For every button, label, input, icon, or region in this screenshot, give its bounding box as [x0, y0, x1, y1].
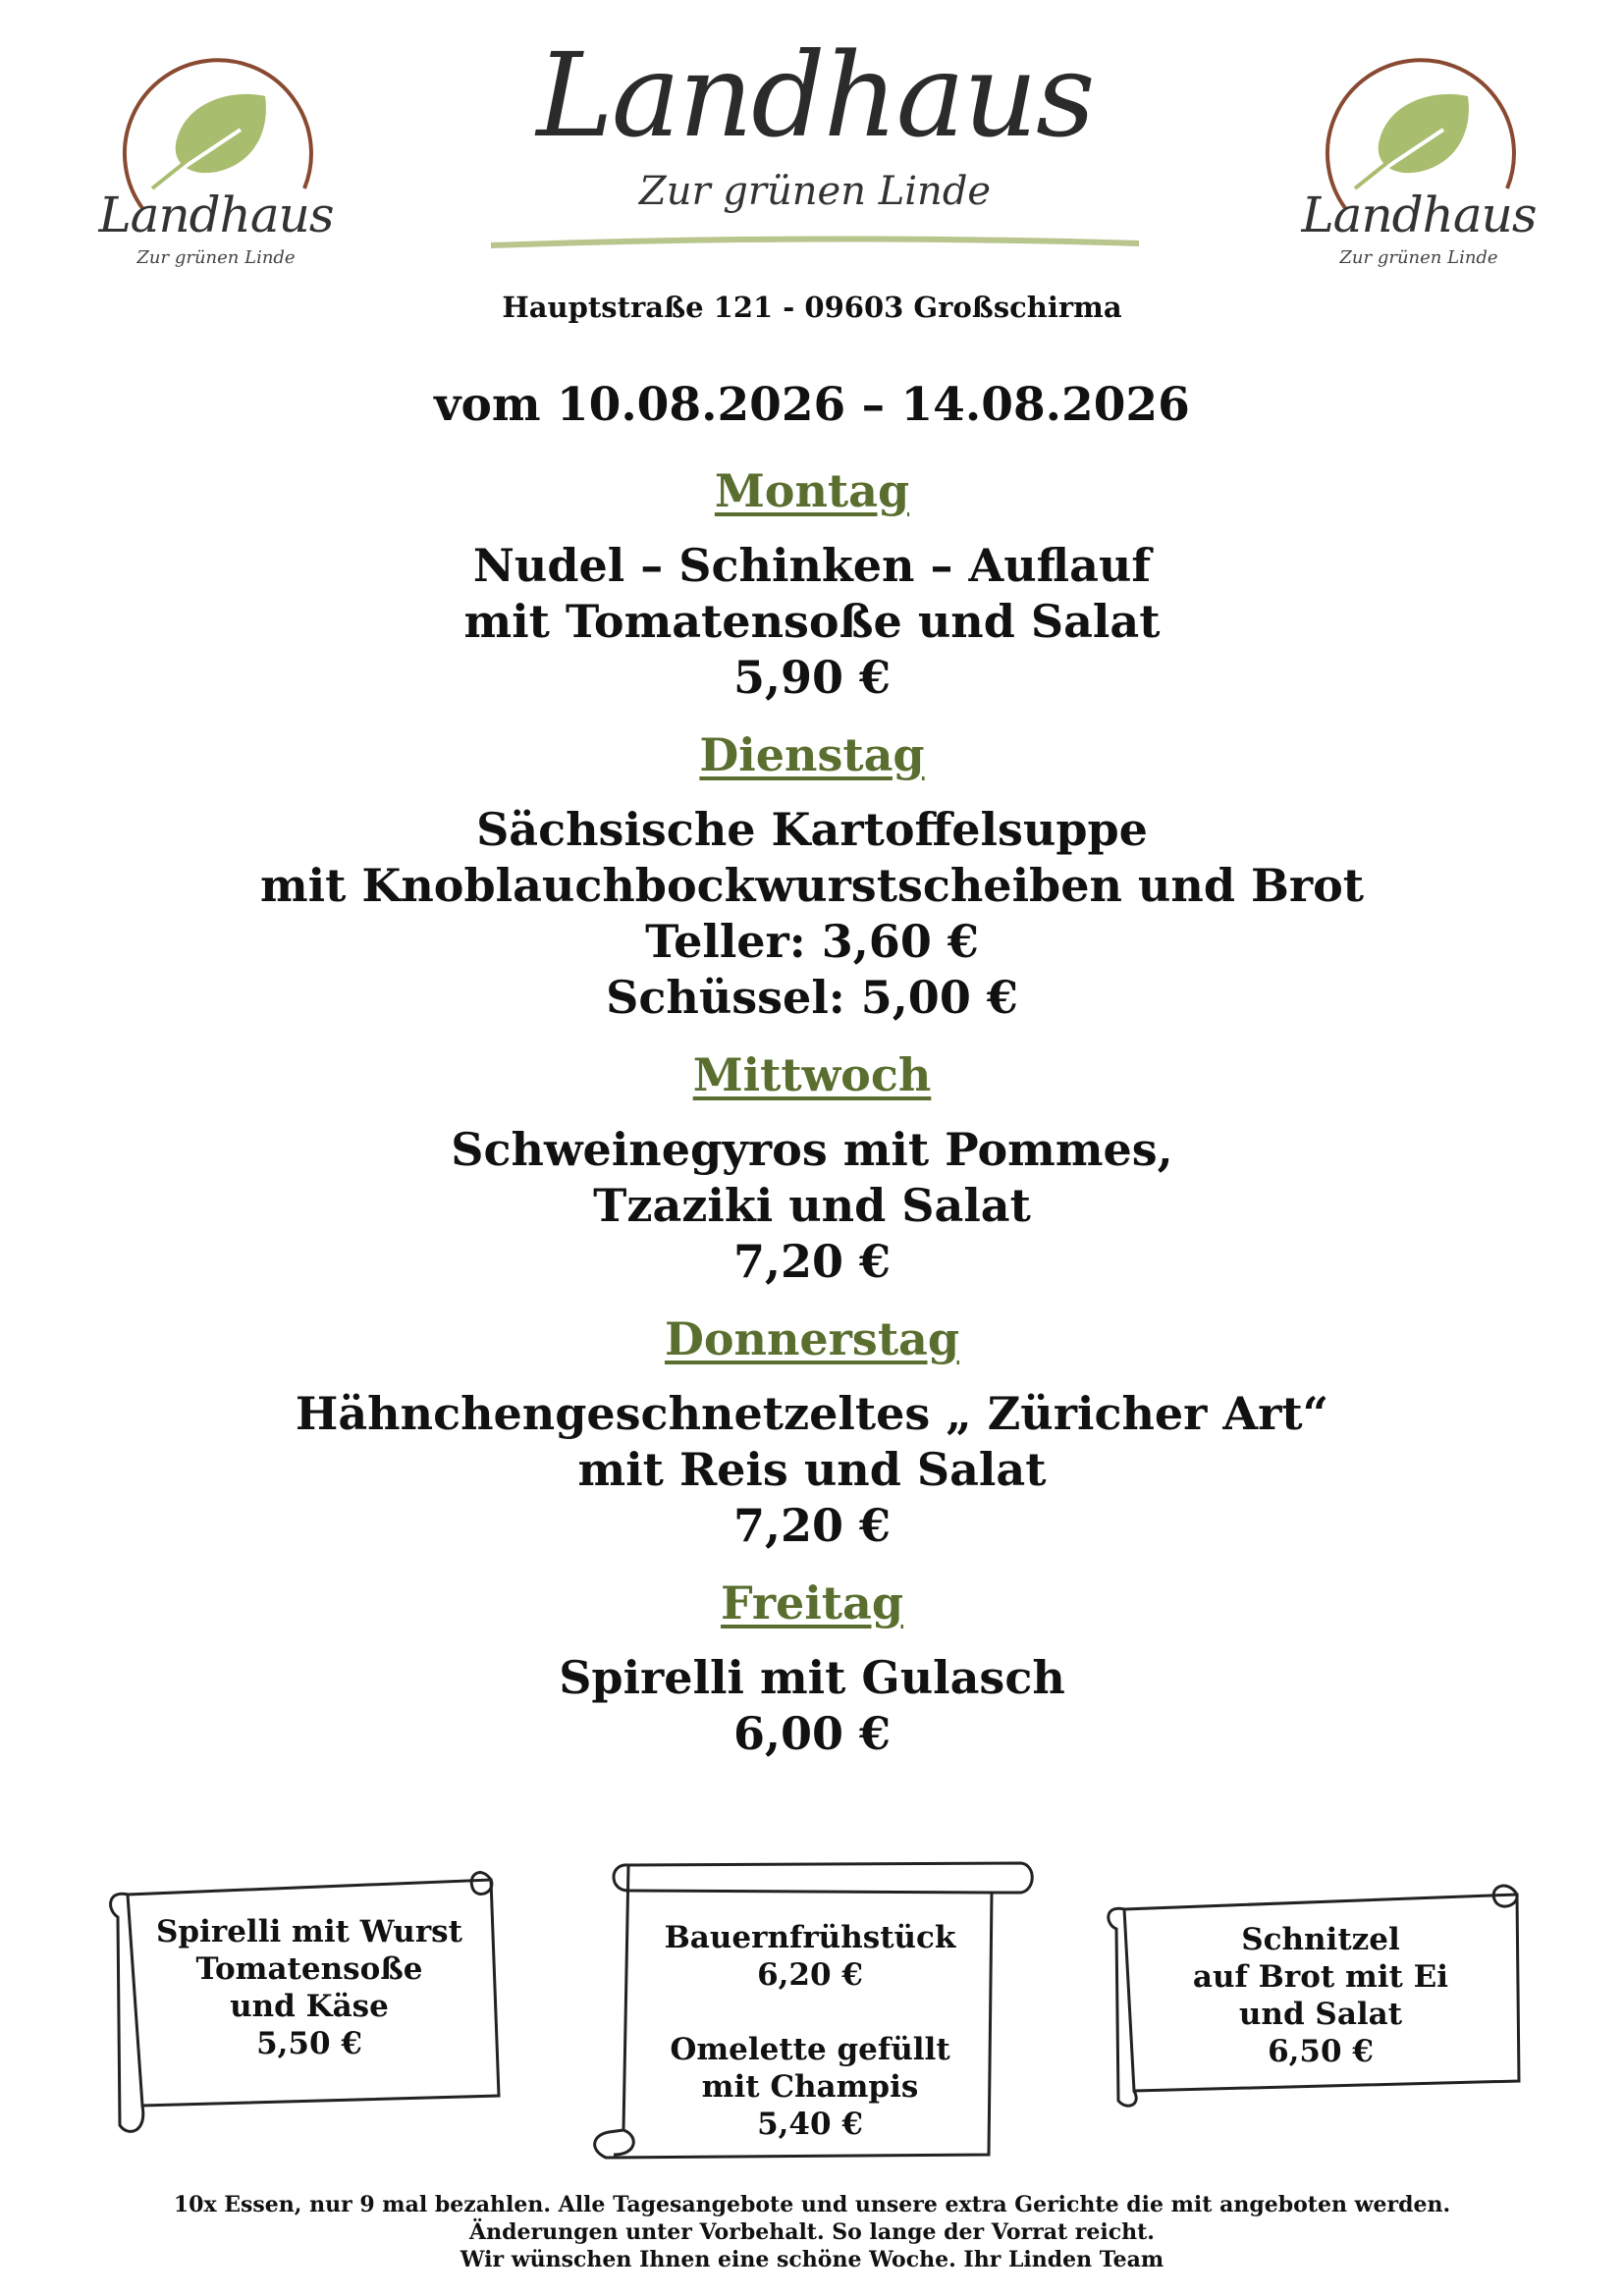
logo-name: Landhaus: [98, 187, 334, 243]
dish-price: 7,20 €: [732, 1499, 892, 1552]
logo-right: [1296, 41, 1542, 277]
scroll-line: auf Brot mit Ei: [1192, 1959, 1449, 1995]
scroll-line: Spirelli mit Wurst: [156, 1914, 462, 1949]
footer-line: Wir wünschen Ihnen eine schöne Woche. Ihr Linden Team: [460, 2247, 1164, 2272]
dish-price: 6,00 €: [732, 1707, 892, 1760]
dish-line: Sächsische Kartoffelsuppe: [476, 803, 1148, 856]
dish-line: Tzaziki und Salat: [593, 1179, 1031, 1232]
day-friday: [0, 1574, 1624, 1762]
dish-line: Nudel – Schinken – Auflauf: [472, 539, 1152, 592]
footer-line: 10x Essen, nur 9 mal bezahlen. Alle Tagesangebote und unsere extra Gerichte die mit angeboten werden.: [173, 2192, 1451, 2217]
scroll-line: und Käse: [230, 1989, 389, 2024]
day-thursday: [0, 1309, 1624, 1554]
scroll-line: mit Champis: [701, 2069, 919, 2105]
day-heading: Donnerstag: [664, 1312, 960, 1365]
dish-line: mit Knoblauchbockwurstscheiben und Brot: [259, 859, 1365, 912]
dish-price: 5,90 €: [732, 651, 892, 704]
scroll-banner: [1095, 1870, 1527, 2110]
day-heading: Freitag: [720, 1576, 904, 1629]
day-heading: Montag: [714, 464, 910, 517]
scroll-price: 5,50 €: [256, 2026, 362, 2061]
logo-left: [93, 41, 339, 277]
menu-period: vom 10.08.2026 – 14.08.2026: [434, 378, 1190, 432]
scroll-line: Tomatensoße: [195, 1951, 423, 1987]
dish-price: Schüssel: 5,00 €: [606, 971, 1018, 1024]
scroll-banner: [98, 1860, 511, 2140]
logo-subtitle: Zur grünen Linde: [136, 247, 296, 268]
footer-line: Änderungen unter Vorbehalt. So lange der Vorrat reicht.: [469, 2219, 1155, 2245]
scroll-price: 6,20 €: [757, 1957, 863, 1993]
day-heading: Mittwoch: [692, 1048, 932, 1101]
dish-line: Schweinegyros mit Pommes,: [451, 1123, 1173, 1176]
address: Hauptstraße 121 - 09603 Großschirma: [502, 291, 1122, 324]
dish-price: Teller: 3,60 €: [645, 915, 979, 968]
scroll-line: Bauernfrühstück: [664, 1920, 956, 1955]
scroll-price: 6,50 €: [1268, 2034, 1374, 2069]
scroll-line: und Salat: [1238, 1997, 1403, 2032]
scroll-line: Omelette gefüllt: [670, 2032, 950, 2067]
scroll-line: Schnitzel: [1241, 1922, 1400, 1957]
day-heading: Dienstag: [699, 728, 925, 781]
brand-underline: [491, 234, 1139, 253]
dish-line: Hähnchengeschnetzeltes „ Züricher Art“: [295, 1387, 1329, 1440]
footer-notes: [0, 2191, 1624, 2273]
dish-line: mit Tomatensoße und Salat: [463, 595, 1161, 648]
dish-line: mit Reis und Salat: [577, 1443, 1047, 1496]
day-wednesday: [0, 1045, 1624, 1290]
logo-subtitle: Zur grünen Linde: [1339, 247, 1498, 268]
dish-price: 7,20 €: [732, 1235, 892, 1288]
brand-subtitle: Zur grünen Linde: [638, 169, 992, 214]
brand-logo: [481, 20, 1149, 255]
scroll-banner: [584, 1855, 1036, 2169]
weekly-menu: [0, 461, 1624, 1762]
day-monday: [0, 461, 1624, 706]
day-tuesday: [0, 725, 1624, 1026]
scroll-spacer: [638, 1994, 982, 2031]
brand-name: Landhaus: [536, 27, 1094, 163]
scroll-price: 5,40 €: [757, 2107, 863, 2142]
logo-name: Landhaus: [1301, 187, 1537, 243]
dish-line: Spirelli mit Gulasch: [559, 1651, 1065, 1704]
